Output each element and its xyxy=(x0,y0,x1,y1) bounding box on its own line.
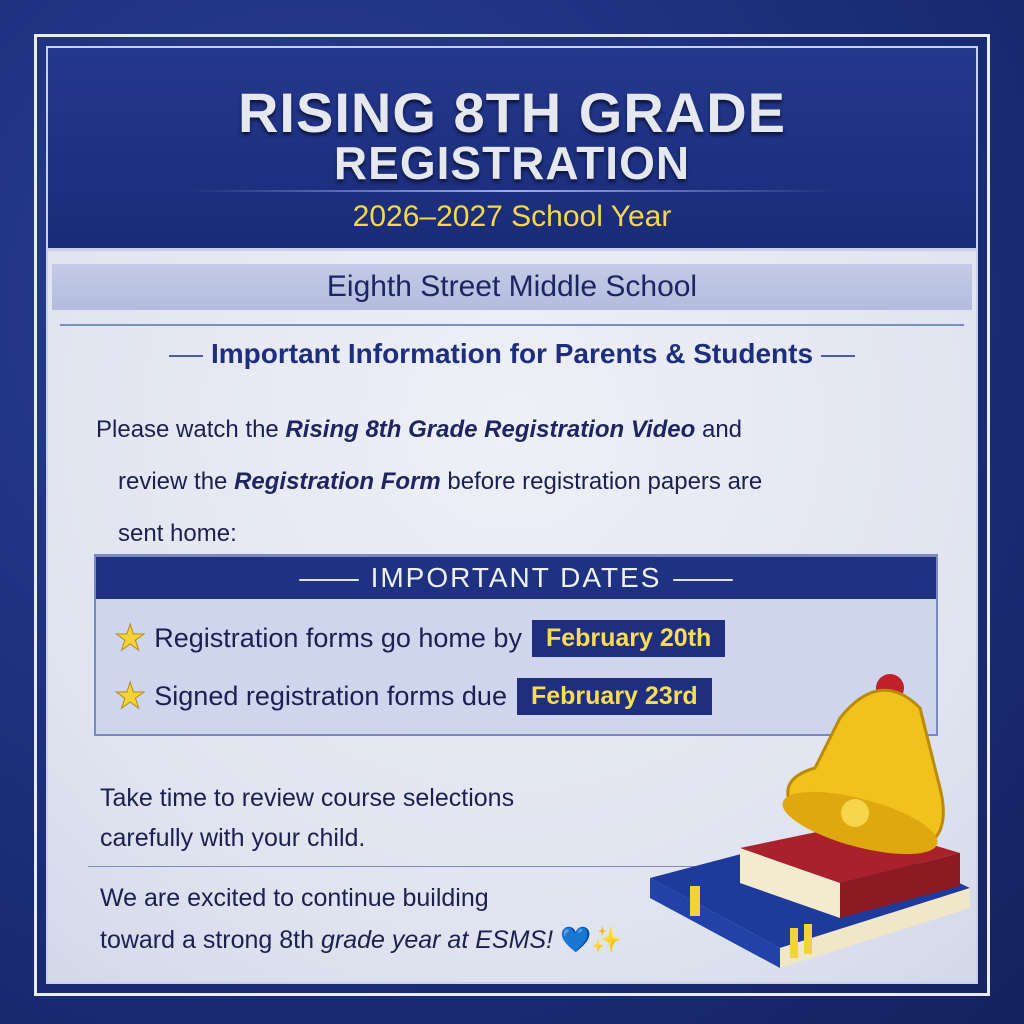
closing-line: We are excited to continue building xyxy=(100,884,489,912)
form-link[interactable]: Registration Form xyxy=(234,468,441,495)
text: and xyxy=(695,416,743,443)
text: sent home: xyxy=(118,520,237,547)
date-label: Registration forms go home by xyxy=(154,622,522,653)
date-badge: February 20th xyxy=(532,620,725,657)
header-banner xyxy=(48,48,976,251)
divider xyxy=(60,324,964,326)
text: review the xyxy=(118,468,235,495)
date-row xyxy=(114,617,725,659)
heart-sparkle-icon: 💙✨ xyxy=(559,926,623,954)
star-icon: ★ xyxy=(114,675,147,716)
date-row xyxy=(114,675,712,717)
title-line-2: REGISTRATION xyxy=(333,137,691,189)
text: Please watch the xyxy=(96,416,286,443)
date-label: Signed registration forms due xyxy=(154,680,507,711)
info-heading-text: Important Information for Parents & Students xyxy=(210,338,814,369)
poster-frame xyxy=(34,34,990,996)
school-name: Eighth Street Middle School xyxy=(52,264,972,310)
dates-heading xyxy=(96,557,936,599)
star-icon: ★ xyxy=(114,617,147,658)
closing-line: carefully with your child. xyxy=(100,824,366,852)
poster xyxy=(46,46,978,984)
bell-and-books-illustration xyxy=(640,628,978,968)
text: before registration papers are xyxy=(440,468,763,495)
text: grade year at ESMS! xyxy=(320,926,554,954)
closing-line: Take time to review course selections xyxy=(100,784,515,812)
text: toward a strong 8th xyxy=(100,926,321,954)
date-badge: February 23rd xyxy=(517,678,712,715)
school-year: 2026–2027 School Year xyxy=(352,200,672,233)
info-heading xyxy=(48,338,976,370)
dates-heading-text: IMPORTANT DATES xyxy=(370,562,662,593)
divider xyxy=(88,866,696,867)
info-paragraph xyxy=(96,404,916,560)
video-link[interactable]: Rising 8th Grade Registration Video xyxy=(285,416,696,443)
divider xyxy=(188,190,836,192)
title-line-1: RISING 8TH GRADE xyxy=(237,81,787,144)
closing-line xyxy=(100,920,622,960)
